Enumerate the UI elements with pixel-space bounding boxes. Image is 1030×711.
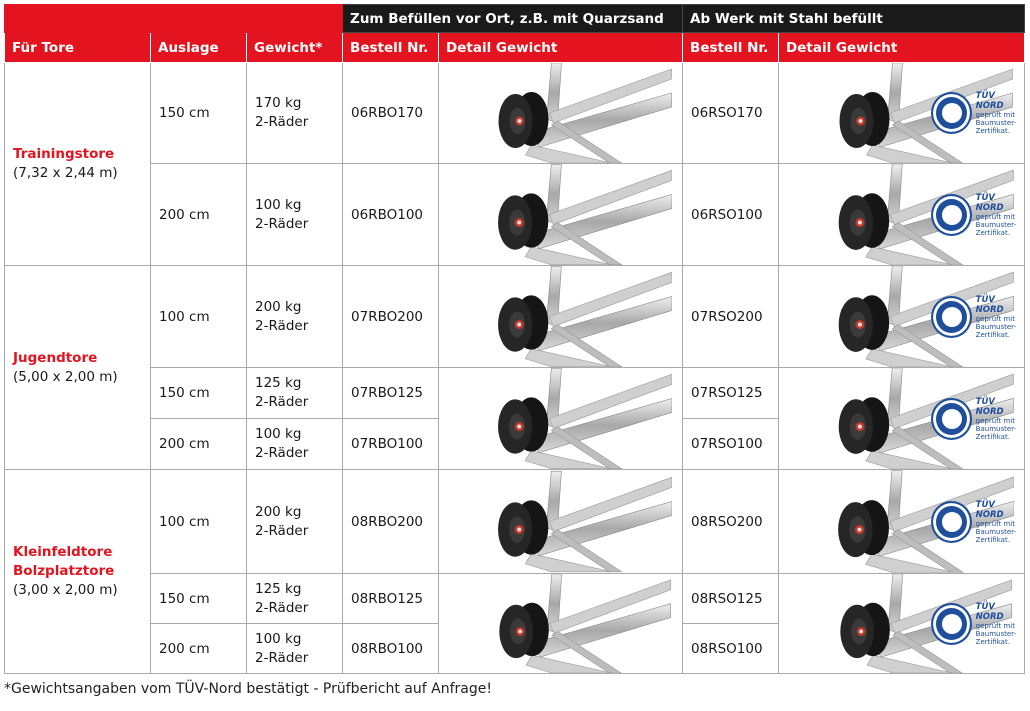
col-header-auslage: Auslage bbox=[151, 33, 247, 63]
tuv-line2: Baumuster- bbox=[975, 322, 1017, 331]
tuv-seal-icon bbox=[931, 296, 972, 338]
tuv-seal-icon bbox=[931, 501, 972, 543]
auslage-cell: 150 cm bbox=[151, 63, 247, 164]
header-group-werk: Ab Werk mit Stahl befüllt bbox=[683, 5, 1025, 33]
weight-detail-image bbox=[439, 368, 683, 470]
tuv-line3: Zertifikat. bbox=[975, 637, 1010, 646]
bestell-cell: 07RSO100 bbox=[683, 419, 779, 470]
table-row bbox=[5, 63, 1025, 164]
tuv-line2: Baumuster- bbox=[975, 629, 1017, 638]
tuv-line2: Baumuster- bbox=[975, 424, 1017, 433]
tuv-brand: TÜV NORD bbox=[975, 294, 1004, 315]
bestell-cell: 06RBO170 bbox=[343, 63, 439, 164]
tuv-line3: Zertifikat. bbox=[975, 127, 1010, 135]
bestell-cell: 07RBO125 bbox=[343, 368, 439, 419]
group-size: (5,00 x 2,00 m) bbox=[13, 368, 118, 385]
header-blank-red bbox=[5, 5, 343, 33]
bestell-cell: 08RSO125 bbox=[683, 574, 779, 624]
tuv-line1: geprüft mit bbox=[975, 621, 1015, 630]
tuv-brand: TÜV NORD bbox=[975, 91, 1004, 111]
tuv-nord-badge bbox=[931, 193, 1024, 237]
group-size: (3,00 x 2,00 m) bbox=[13, 582, 118, 598]
tuv-nord-badge bbox=[931, 91, 1024, 135]
bestell-cell: 08RBO200 bbox=[343, 470, 439, 574]
weight-detail-image bbox=[779, 164, 1025, 266]
tuv-line2: Baumuster- bbox=[975, 527, 1017, 536]
bestell-cell: 08RSO200 bbox=[683, 470, 779, 574]
gewicht-cell: 100 kg 2-Räder bbox=[247, 624, 343, 674]
table-row bbox=[5, 164, 1025, 266]
tuv-nord-badge bbox=[931, 602, 1024, 646]
bestell-cell: 07RBO100 bbox=[343, 419, 439, 470]
tuv-nord-badge bbox=[931, 295, 1024, 339]
gewicht-cell: 100 kg 2-Räder bbox=[247, 419, 343, 470]
tuv-brand: TÜV NORD bbox=[975, 192, 1004, 213]
tuv-line3: Zertifikat. bbox=[975, 228, 1010, 237]
gewicht-cell: 200 kg 2-Räder bbox=[247, 266, 343, 368]
tuv-seal-icon bbox=[931, 603, 972, 645]
bestell-cell: 06RSO170 bbox=[683, 63, 779, 164]
auslage-cell: 150 cm bbox=[151, 368, 247, 419]
weight-detail-image bbox=[439, 164, 683, 266]
tuv-line3: Zertifikat. bbox=[975, 535, 1010, 544]
auslage-cell: 200 cm bbox=[151, 419, 247, 470]
product-table bbox=[4, 4, 1025, 674]
group-name: Kleinfeldtore bbox=[13, 544, 113, 560]
gewicht-cell: 170 kg 2-Räder bbox=[247, 63, 343, 164]
auslage-cell: 100 cm bbox=[151, 266, 247, 368]
bestell-cell: 07RBO200 bbox=[343, 266, 439, 368]
tuv-brand: TÜV NORD bbox=[975, 396, 1004, 417]
tuv-line2: Baumuster- bbox=[975, 119, 1017, 127]
weight-detail-image bbox=[779, 574, 1025, 674]
col-header-detail-werk: Detail Gewicht bbox=[779, 33, 1025, 63]
tuv-seal-icon bbox=[931, 92, 972, 134]
weight-detail-image bbox=[439, 574, 683, 674]
tuv-line1: geprüft mit bbox=[975, 519, 1015, 528]
weight-detail-image bbox=[779, 63, 1025, 164]
table-row bbox=[5, 574, 1025, 624]
gewicht-cell: 125 kg 2-Räder bbox=[247, 368, 343, 419]
weight-detail-image bbox=[439, 63, 683, 164]
tuv-brand: TÜV NORD bbox=[975, 499, 1004, 520]
header-group-befuellen: Zum Befüllen vor Ort, z.B. mit Quarzsand bbox=[343, 5, 683, 33]
group-name: Jugendtore bbox=[13, 349, 98, 366]
table-row bbox=[5, 368, 1025, 419]
group-cell-jugendtore bbox=[5, 266, 151, 470]
weight-detail-image bbox=[439, 266, 683, 368]
tuv-line2: Baumuster- bbox=[975, 220, 1017, 229]
tuv-line1: geprüft mit bbox=[975, 416, 1015, 425]
gewicht-cell: 125 kg 2-Räder bbox=[247, 574, 343, 624]
bestell-cell: 06RSO100 bbox=[683, 164, 779, 266]
auslage-cell: 100 cm bbox=[151, 470, 247, 574]
col-header-gewicht: Gewicht* bbox=[247, 33, 343, 63]
tuv-line1: geprüft mit bbox=[975, 111, 1015, 119]
bestell-cell: 07RSO200 bbox=[683, 266, 779, 368]
gewicht-cell: 100 kg 2-Räder bbox=[247, 164, 343, 266]
bestell-cell: 08RBO125 bbox=[343, 574, 439, 624]
tuv-line3: Zertifikat. bbox=[975, 432, 1010, 441]
auslage-cell: 200 cm bbox=[151, 164, 247, 266]
col-header-tore: Für Tore bbox=[5, 33, 151, 63]
bestell-cell: 08RBO100 bbox=[343, 624, 439, 674]
bestell-cell: 07RSO125 bbox=[683, 368, 779, 419]
tuv-nord-badge bbox=[931, 397, 1024, 441]
weight-detail-image bbox=[439, 470, 683, 574]
weight-detail-image bbox=[779, 368, 1025, 470]
gewicht-cell: 200 kg 2-Räder bbox=[247, 470, 343, 574]
group-name: Trainingstore bbox=[13, 146, 115, 162]
group-cell-kleinfeldtore bbox=[5, 470, 151, 674]
tuv-seal-icon bbox=[931, 398, 972, 440]
auslage-cell: 150 cm bbox=[151, 574, 247, 624]
col-header-bestell-befuellen: Bestell Nr. bbox=[343, 33, 439, 63]
group-name-2: Bolzplatztore bbox=[13, 563, 115, 579]
tuv-brand: TÜV NORD bbox=[975, 601, 1004, 622]
tuv-seal-icon bbox=[931, 194, 972, 236]
group-size: (7,32 x 2,44 m) bbox=[13, 165, 118, 181]
col-header-bestell-werk: Bestell Nr. bbox=[683, 33, 779, 63]
col-header-detail-befuellen: Detail Gewicht bbox=[439, 33, 683, 63]
weight-detail-image bbox=[779, 470, 1025, 574]
table-row bbox=[5, 266, 1025, 368]
tuv-nord-badge bbox=[931, 500, 1024, 544]
auslage-cell: 200 cm bbox=[151, 624, 247, 674]
tuv-line3: Zertifikat. bbox=[975, 330, 1010, 339]
tuv-line1: geprüft mit bbox=[975, 314, 1015, 323]
table-row bbox=[5, 470, 1025, 574]
weight-detail-image bbox=[779, 266, 1025, 368]
bestell-cell: 08RSO100 bbox=[683, 624, 779, 674]
group-cell-trainingstore bbox=[5, 63, 151, 266]
tuv-line1: geprüft mit bbox=[975, 212, 1015, 221]
footnote: *Gewichtsangaben vom TÜV-Nord bestätigt - Prüfbericht auf Anfrage! bbox=[4, 681, 492, 697]
bestell-cell: 06RBO100 bbox=[343, 164, 439, 266]
